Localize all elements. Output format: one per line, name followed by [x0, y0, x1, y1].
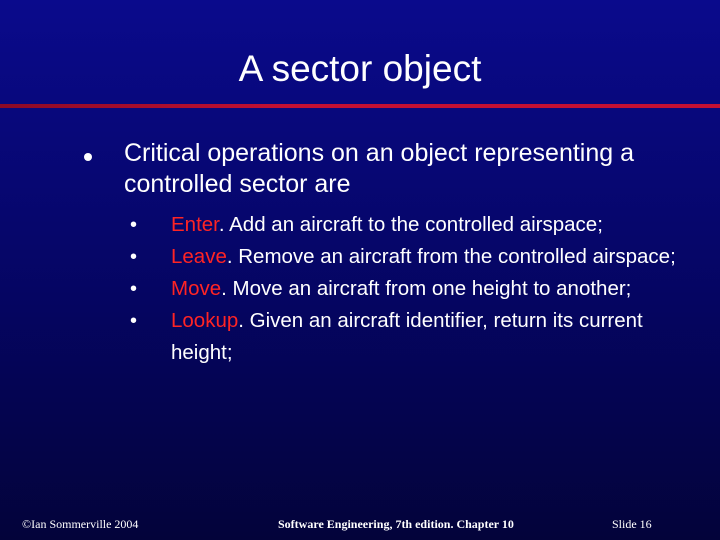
operation-description: . Given an aircraft identifier, return its current height;: [171, 309, 643, 364]
bullet-dot: •: [130, 278, 138, 300]
operation-keyword: Leave: [171, 245, 227, 268]
operation-item-move: [130, 273, 690, 305]
main-bullet-text: Critical operations on an object representing a controlled sector are: [124, 139, 635, 198]
footer-slide-number: Slide 16: [612, 517, 652, 531]
footer-book-title: Software Engineering, 7th edition. Chapter 10: [278, 517, 514, 531]
operation-description: . Move an aircraft from one height to another;: [221, 277, 632, 300]
operation-keyword: Move: [171, 277, 222, 300]
operation-keyword: Enter: [171, 213, 219, 236]
operation-keyword: Lookup: [171, 309, 239, 332]
title-divider: [0, 104, 720, 108]
footer-copyright: ©Ian Sommerville 2004: [22, 517, 139, 531]
main-bullet-dot: [84, 153, 92, 161]
bullet-dot: •: [130, 310, 138, 332]
bullet-dot: •: [130, 214, 138, 236]
operation-description: . Remove an aircraft from the controlled airspace;: [226, 245, 676, 268]
operation-description: . Add an aircraft to the controlled airspace;: [218, 213, 603, 236]
operation-item-enter: [130, 209, 690, 241]
operations-list: [130, 209, 690, 369]
slide-title: A sector object: [238, 48, 482, 89]
bullet-dot: •: [130, 246, 138, 268]
operation-item-lookup: [130, 305, 690, 369]
operation-item-leave: [130, 241, 690, 273]
